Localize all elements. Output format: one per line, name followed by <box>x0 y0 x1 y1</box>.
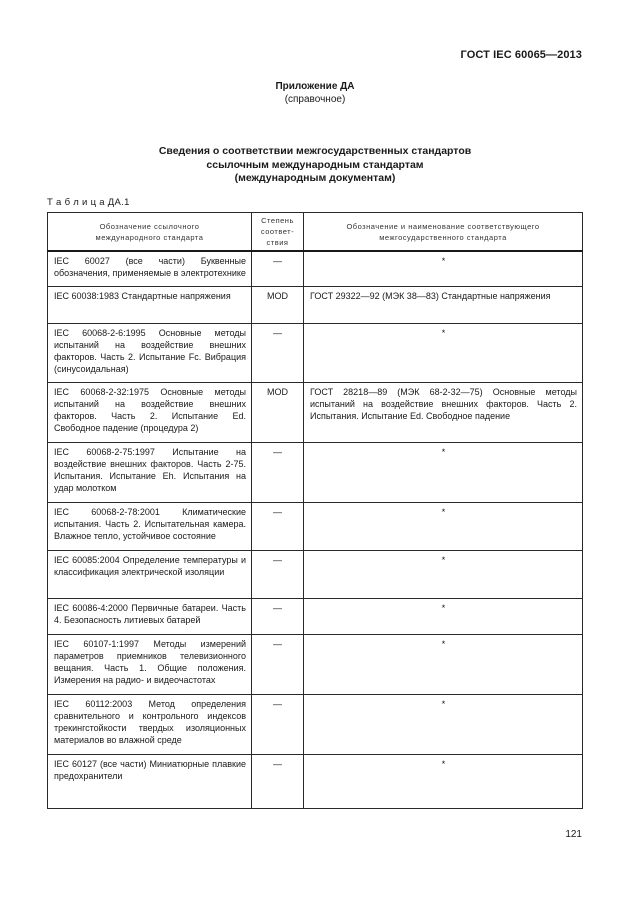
interstate-standard-cell: ГОСТ 28218—89 (МЭК 68-2-32—75) Основные методы испытаний на воздействие внешних факторов. Часть 2. Испытания. Испытание Ed. Свободное падение <box>304 382 583 442</box>
table-row <box>48 502 583 550</box>
reference-standard-cell: IEC 60085:2004 Определение температуры и классификация электрической изоляции <box>48 550 252 598</box>
correspondence-table <box>47 212 583 809</box>
degree-cell: — <box>252 754 304 808</box>
degree-cell: MOD <box>252 382 304 442</box>
table-row <box>48 442 583 502</box>
degree-cell: MOD <box>252 286 304 323</box>
reference-standard-cell: IEC 60027 (все части) Буквенные обозначения, применяемые в электротехнике <box>48 251 252 286</box>
interstate-standard-cell: * <box>304 502 583 550</box>
interstate-standard-cell: * <box>304 754 583 808</box>
interstate-standard-cell: * <box>304 694 583 754</box>
reference-standard-cell: IEC 60038:1983 Стандартные напряжения <box>48 286 252 323</box>
reference-standard-cell: IEC 60107-1:1997 Методы измерений параметров приемников телевизионного вещания. Часть 1. Общие положения. Измерения на радио- и видеочастотах <box>48 634 252 694</box>
header-text: международного стандарта <box>95 232 204 242</box>
header-text: Обозначение ссылочного <box>99 221 200 231</box>
appendix-title: Приложение ДА <box>275 81 355 92</box>
header-text: Обозначение и наименование соответствующего <box>346 221 540 231</box>
table-row <box>48 694 583 754</box>
interstate-standard-cell: ГОСТ 29322—92 (МЭК 38—83) Стандартные напряжения <box>304 286 583 323</box>
appendix-heading <box>0 80 630 106</box>
header-degree-of-correspondence <box>252 213 304 252</box>
interstate-standard-cell: * <box>304 323 583 382</box>
table-row <box>48 286 583 323</box>
interstate-standard-cell: * <box>304 634 583 694</box>
interstate-standard-cell: * <box>304 251 583 286</box>
section-title-line-3: (международным документам) <box>234 172 396 184</box>
table-row <box>48 598 583 634</box>
appendix-subtitle: (справочное) <box>284 94 346 105</box>
degree-cell: — <box>252 550 304 598</box>
reference-standard-cell: IEC 60068-2-75:1997 Испытание на воздействие внешних факторов. Часть 2-75. Испытания. Испытание Eh. Испытания на удар молотком <box>48 442 252 502</box>
table-row <box>48 634 583 694</box>
degree-cell: — <box>252 442 304 502</box>
table-row <box>48 550 583 598</box>
degree-cell: — <box>252 634 304 694</box>
reference-standard-cell: IEC 60068-2-6:1995 Основные методы испытаний на воздействие внешних факторов. Часть 2. Испытание Fc. Вибрация (синусоидальная) <box>48 323 252 382</box>
degree-cell: — <box>252 323 304 382</box>
header-interstate-standard <box>304 213 583 252</box>
interstate-standard-cell: * <box>304 550 583 598</box>
section-title-line-1: Сведения о соответствии межгосударственных стандартов <box>158 145 472 157</box>
section-title <box>0 145 630 186</box>
page-number: 121 <box>565 829 582 840</box>
interstate-standard-cell: * <box>304 442 583 502</box>
interstate-standard-cell: * <box>304 598 583 634</box>
degree-cell: — <box>252 502 304 550</box>
header-text: ствия <box>266 238 289 247</box>
table-row <box>48 754 583 808</box>
reference-standard-cell: IEC 60112:2003 Метод определения сравнительного и контрольного индексов трекингстойкости твердых изоляционных материалов во влажной среде <box>48 694 252 754</box>
section-title-line-2: ссылочным международным стандартам <box>206 158 424 171</box>
table-row <box>48 251 583 286</box>
reference-standard-cell: IEC 60068-2-32:1975 Основные методы испытаний на воздействие внешних факторов. Часть 2. Испытание Ed. Свободное падение (процедура 2) <box>48 382 252 442</box>
header-reference-standard <box>48 213 252 252</box>
header-text: Степень <box>261 216 294 225</box>
reference-standard-cell: IEC 60127 (все части) Миниатюрные плавкие предохранители <box>48 754 252 808</box>
header-text: соответ- <box>260 227 295 236</box>
table-row <box>48 382 583 442</box>
document-code-header: ГОСТ IEC 60065—2013 <box>460 49 582 61</box>
reference-standard-cell: IEC 60086-4:2000 Первичные батареи. Часть 4. Безопасность литиевых батарей <box>48 598 252 634</box>
table-row <box>48 323 583 382</box>
table-caption: Т а б л и ц а ДА.1 <box>47 197 130 208</box>
degree-cell: — <box>252 598 304 634</box>
table-header-row <box>48 213 583 252</box>
header-text: межгосударственного стандарта <box>379 232 507 242</box>
degree-cell: — <box>252 251 304 286</box>
degree-cell: — <box>252 694 304 754</box>
reference-standard-cell: IEC 60068-2-78:2001 Климатические испытания. Часть 2. Испытательная камера. Влажное тепло, устойчивое состояние <box>48 502 252 550</box>
